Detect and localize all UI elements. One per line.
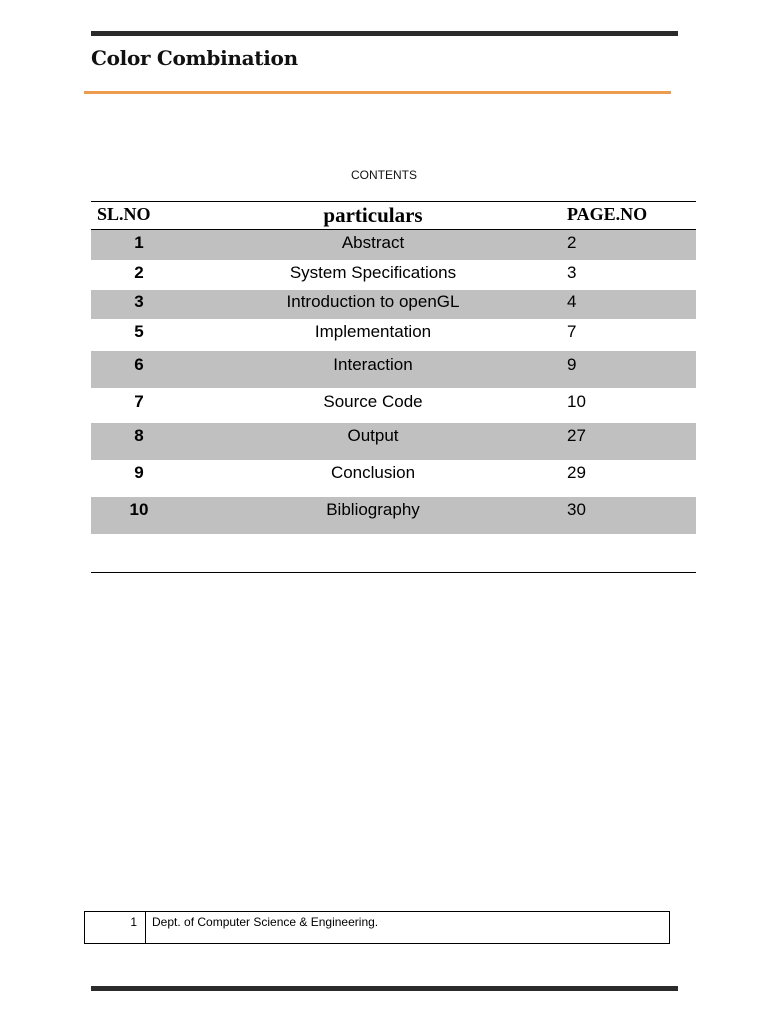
row-page-no: 10 — [567, 392, 586, 411]
row-sl-no: 6 — [134, 355, 144, 374]
title-underline — [84, 91, 671, 94]
row-sl-no: 2 — [134, 263, 144, 282]
row-page-no: 2 — [567, 233, 577, 252]
table-row — [91, 460, 696, 497]
table-header-row — [91, 203, 696, 229]
page-footer — [84, 911, 670, 944]
table-top-border — [91, 201, 696, 202]
row-page-no: 4 — [567, 292, 577, 311]
row-particulars: System Specifications — [289, 263, 457, 282]
table-row — [91, 388, 696, 423]
footer-bottom-rule — [91, 986, 678, 991]
row-particulars: Introduction to openGL — [286, 292, 460, 311]
table-row — [91, 319, 696, 351]
header-particulars: particulars — [323, 203, 423, 227]
row-page-no: 27 — [567, 426, 586, 445]
document-title: Color Combination — [91, 46, 298, 70]
row-page-no: 9 — [567, 355, 577, 374]
table-row — [91, 497, 696, 534]
row-page-no: 29 — [567, 463, 586, 482]
row-particulars: Interaction — [333, 355, 413, 374]
row-particulars: Source Code — [323, 392, 423, 411]
row-sl-no: 3 — [134, 292, 144, 311]
row-sl-no: 8 — [134, 426, 144, 445]
table-bottom-border — [91, 572, 696, 573]
row-particulars: Implementation — [314, 322, 432, 341]
row-particulars: Abstract — [341, 233, 405, 252]
footer-page-number: 1 — [85, 912, 146, 943]
header-top-rule — [91, 31, 678, 36]
row-sl-no: 7 — [134, 392, 144, 411]
row-page-no: 30 — [567, 500, 586, 519]
row-page-no: 3 — [567, 263, 577, 282]
table-row — [91, 423, 696, 460]
table-row — [91, 260, 696, 290]
footer-department: Dept. of Computer Science & Engineering. — [152, 915, 379, 929]
row-sl-no: 9 — [134, 463, 144, 482]
row-sl-no: 10 — [129, 500, 149, 519]
contents-heading: CONTENTS — [351, 168, 417, 182]
row-sl-no: 1 — [134, 233, 144, 252]
table-row — [91, 230, 696, 260]
header-sl-no: SL.NO — [97, 204, 151, 224]
table-row — [91, 290, 696, 319]
row-particulars: Bibliography — [326, 500, 420, 519]
header-page-no: PAGE.NO — [567, 204, 648, 224]
row-particulars: Conclusion — [330, 463, 416, 482]
row-page-no: 7 — [567, 322, 577, 341]
table-row — [91, 351, 696, 388]
row-sl-no: 5 — [134, 322, 144, 341]
row-particulars: Output — [347, 426, 399, 445]
